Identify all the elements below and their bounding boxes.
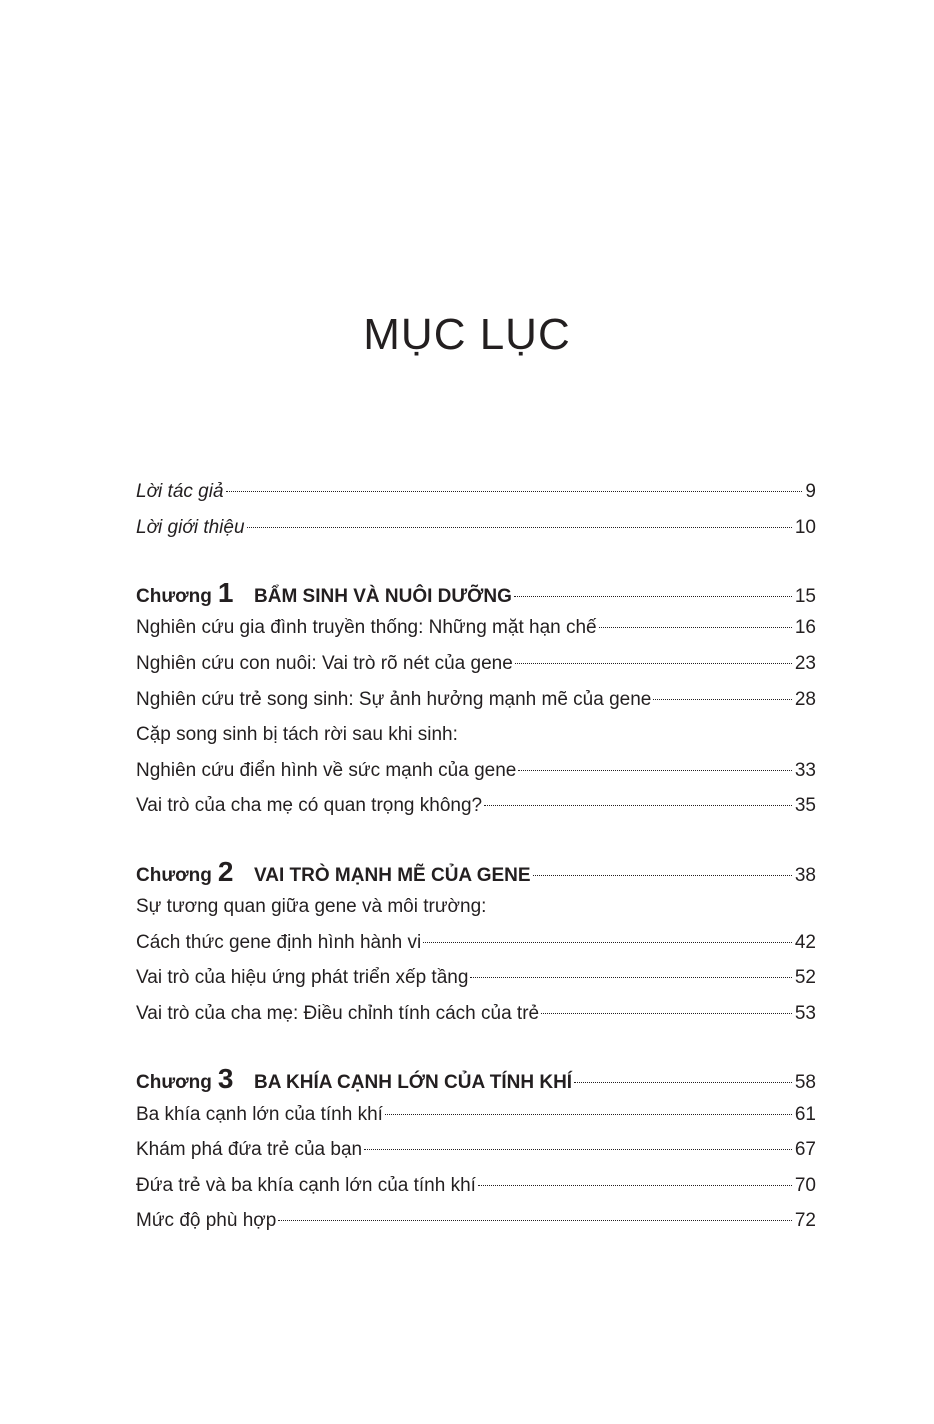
table-of-contents [136,474,816,1239]
chapter-label: Chương 3 [136,1063,234,1095]
dot-leader [515,663,792,664]
toc-entry-page: 10 [794,516,816,538]
dot-leader [364,1149,792,1150]
toc-entry [136,610,816,646]
toc-entry-text: Vai trò của cha mẹ có quan trọng không? [136,795,483,817]
dot-leader [478,1185,792,1186]
toc-entry [136,1097,816,1133]
toc-entry-page: 28 [794,688,816,710]
toc-entry-page: 35 [794,795,816,817]
dot-leader [514,596,792,597]
toc-entry-page: 23 [794,652,816,674]
toc-entry-text: Cặp song sinh bị tách rời sau khi sinh: [136,724,458,746]
page-title: MỤC LỤC [363,310,571,360]
toc-entry-text: Cách thức gene định hình hành vi [136,931,422,953]
toc-entry [136,717,816,753]
toc-entry-page: 72 [794,1210,816,1232]
toc-entry [136,889,816,925]
chapter-number: 1 [217,576,234,608]
dot-leader [518,770,792,771]
dot-leader [484,805,792,806]
chapter-title: BẨM SINH VÀ NUÔI DƯỠNG [254,585,512,607]
toc-entry-text: Khám phá đứa trẻ của bạn [136,1139,363,1161]
dot-leader [423,942,792,943]
chapter-number: 2 [217,855,234,887]
toc-entry [136,996,816,1032]
toc-entry-text: Vai trò của cha mẹ: Điều chỉnh tính cách của trẻ [136,1002,540,1024]
toc-entry-text: Nghiên cứu gia đình truyền thống: Những mặt hạn chế [136,617,597,639]
toc-entry [136,1132,816,1168]
toc-entry-text: Nghiên cứu trẻ song sinh: Sự ảnh hưởng mạnh mẽ của gene [136,688,652,710]
toc-entry [136,753,816,789]
toc-entry-page: 52 [794,967,816,989]
dot-leader [541,1013,792,1014]
toc-entry-text: Vai trò của hiệu ứng phát triển xếp tầng [136,967,469,989]
toc-entry-page: 42 [794,931,816,953]
chapter-page: 38 [794,864,816,886]
toc-entry-page: 33 [794,759,816,781]
toc-entry-text: Đứa trẻ và ba khía cạnh lớn của tính khí [136,1174,476,1196]
chapter-label: Chương 2 [136,855,234,887]
chapter-page: 15 [794,585,816,607]
toc-entry [136,1168,816,1204]
toc-entry-text: Ba khía cạnh lớn của tính khí [136,1103,383,1125]
toc-entry-text: Lời tác giả [136,481,224,502]
chapter-heading-1 [136,575,816,611]
chapter-title: BA KHÍA CẠNH LỚN CỦA TÍNH KHÍ [254,1072,573,1094]
toc-entry-text: Nghiên cứu con nuôi: Vai trò rõ nét của gene [136,652,513,674]
toc-entry-page: 61 [794,1103,816,1125]
toc-entry [136,925,816,961]
toc-entry [136,682,816,718]
toc-entry [136,510,816,546]
toc-entry-text: Nghiên cứu điển hình về sức mạnh của gene [136,759,517,781]
toc-entry-page: 53 [794,1002,816,1024]
chapter-heading-3 [136,1061,816,1097]
toc-entry-text: Lời giới thiệu [136,516,245,538]
toc-entry [136,960,816,996]
dot-leader [599,627,792,628]
toc-entry [136,1203,816,1239]
toc-entry-text: Sự tương quan giữa gene và môi trường: [136,896,487,918]
dot-leader [278,1220,792,1221]
dot-leader [226,491,803,492]
toc-entry-page: 67 [794,1139,816,1161]
dot-leader [653,699,791,700]
toc-entry-page: 9 [805,481,816,502]
chapter-heading-2 [136,854,816,890]
toc-entry [136,788,816,824]
toc-entry [136,474,816,510]
toc-entry-page: 16 [794,617,816,639]
dot-leader [533,875,792,876]
dot-leader [574,1082,792,1083]
chapter-label: Chương 1 [136,576,234,608]
toc-entry-text: Mức độ phù hợp [136,1210,277,1232]
toc-entry-page: 70 [794,1174,816,1196]
dot-leader [247,527,792,528]
dot-leader [385,1114,792,1115]
dot-leader [470,977,791,978]
chapter-title: VAI TRÒ MẠNH MẼ CỦA GENE [254,864,531,886]
toc-entry [136,646,816,682]
chapter-page: 58 [794,1072,816,1094]
chapter-number: 3 [217,1063,234,1095]
